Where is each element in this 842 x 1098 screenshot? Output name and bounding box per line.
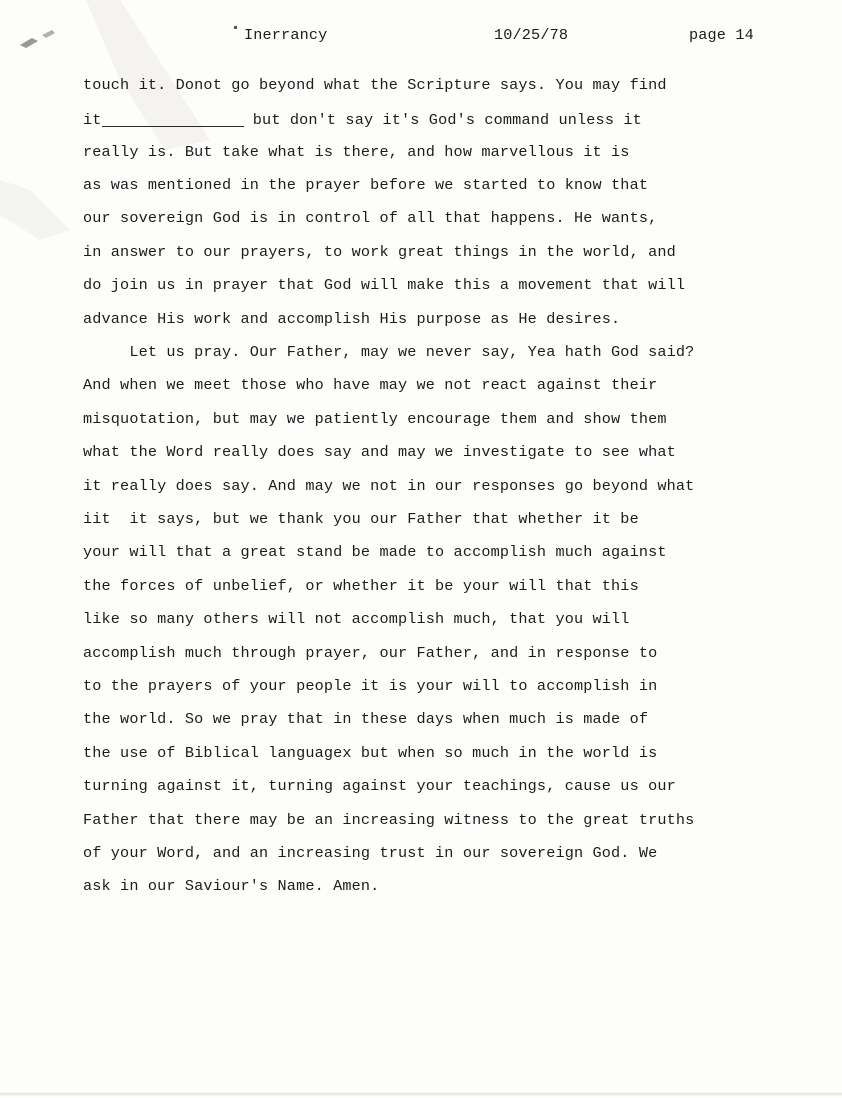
text-line [83,111,642,128]
header-date: 10/25/78 [494,26,569,44]
text-line: to the prayers of your people it is your will to accomplish in [83,677,658,695]
text-line: Father that there may be an increasing witness to the great truths [83,811,695,829]
text-fragment: but don't say it's God's command unless it [243,111,642,130]
text-line: And when we meet those who have may we not react against their [83,376,658,394]
fill-in-blank [102,111,244,127]
text-line: really is. But take what is there, and how marvellous it is [83,143,630,161]
text-line: as was mentioned in the prayer before we started to know that [83,176,649,194]
text-line: our sovereign God is in control of all that happens. He wants, [83,209,658,227]
text-line: the world. So we pray that in these days when much is made of [83,710,649,728]
text-line: of your Word, and an increasing trust in our sovereign God. We [83,844,658,862]
header-title: Inerrancy [244,26,328,44]
text-line: it really does say. And may we not in our responses go beyond what [83,477,695,495]
text-line: iit it says, but we thank you our Father that whether it be [83,510,639,528]
text-line: turning against it, turning against your teachings, cause us our [83,777,676,795]
text-line: touch it. Donot go beyond what the Scripture says. You may find [83,76,667,94]
text-line: in answer to our prayers, to work great things in the world, and [83,243,676,261]
text-line: accomplish much through prayer, our Father, and in response to [83,644,658,662]
text-line: ask in our Saviour's Name. Amen. [83,877,380,895]
text-line: like so many others will not accomplish much, that you will [83,610,630,628]
text-line: the forces of unbelief, or whether it be your will that this [83,577,639,595]
text-line: what the Word really does say and may we investigate to see what [83,443,676,461]
header-tick-mark [234,26,237,29]
text-line: your will that a great stand be made to accomplish much against [83,543,667,561]
text-line: advance His work and accomplish His purpose as He desires. [83,310,621,328]
header-page-number: page 14 [689,26,754,44]
text-fragment: it [83,111,102,130]
text-line: the use of Biblical languagex but when so much in the world is [83,744,658,762]
text-line: do join us in prayer that God will make this a movement that will [83,276,686,294]
text-line: misquotation, but may we patiently encourage them and show them [83,410,667,428]
text-line: Let us pray. Our Father, may we never say, Yea hath God said? [83,343,695,361]
